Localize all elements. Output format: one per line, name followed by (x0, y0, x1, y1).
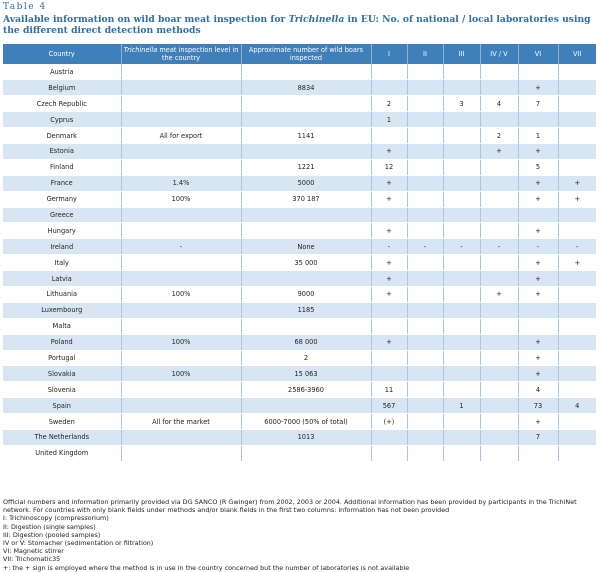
cell-method-iv-v: - (480, 239, 518, 255)
cell-method-iv-v (480, 64, 518, 80)
cell-method-i: - (371, 239, 407, 255)
cell-method-iv-v (480, 382, 518, 398)
legend-note: III: Digestion (pooled samples) (3, 530, 101, 539)
cell-approx-number: 6000-7000 (50% of total) (241, 414, 371, 430)
table-row (3, 128, 596, 144)
cell-method-vi (518, 207, 558, 223)
cell-method-iv-v: 4 (480, 96, 518, 112)
cell-method-vi (518, 445, 558, 461)
cell-method-ii (407, 64, 443, 80)
cell-country: Estonia (3, 143, 121, 159)
table-row (3, 175, 596, 191)
cell-inspection-level (121, 159, 241, 175)
cell-method-vii (558, 286, 596, 302)
cell-method-iii (443, 64, 480, 80)
cell-method-ii (407, 96, 443, 112)
cell-method-vi: 1 (518, 128, 558, 144)
table-row (3, 96, 596, 112)
cell-method-vii (558, 366, 596, 382)
cell-method-ii (407, 286, 443, 302)
cell-approx-number (241, 318, 371, 334)
cell-method-ii: - (407, 239, 443, 255)
cell-method-i (371, 64, 407, 80)
table-row (3, 429, 596, 445)
cell-inspection-level: 100% (121, 191, 241, 207)
cell-method-vii (558, 128, 596, 144)
table-row (3, 112, 596, 128)
cell-method-vi: + (518, 350, 558, 366)
cell-method-i (371, 318, 407, 334)
cell-method-vi: + (518, 143, 558, 159)
cell-country: Germany (3, 191, 121, 207)
cell-method-iii (443, 286, 480, 302)
legend-note: I: Trichinoscopy (compressorium) (3, 514, 109, 523)
cell-country: United Kingdom (3, 445, 121, 461)
cell-method-i (371, 445, 407, 461)
cell-method-i (371, 207, 407, 223)
cell-method-iv-v (480, 334, 518, 350)
cell-method-ii (407, 143, 443, 159)
header-method-vii: VII (558, 44, 596, 64)
cell-approx-number: 9000 (241, 286, 371, 302)
cell-country: Cyprus (3, 112, 121, 128)
cell-inspection-level (121, 143, 241, 159)
table-row (3, 271, 596, 287)
cell-method-i: 11 (371, 382, 407, 398)
cell-inspection-level (121, 223, 241, 239)
cell-method-vii (558, 445, 596, 461)
cell-method-i: (+) (371, 414, 407, 430)
cell-method-vi: 73 (518, 398, 558, 414)
cell-approx-number: 68 000 (241, 334, 371, 350)
cell-method-vii (558, 159, 596, 175)
cell-method-vi (518, 64, 558, 80)
cell-method-vi: + (518, 175, 558, 191)
cell-method-iv-v (480, 223, 518, 239)
cell-method-iii (443, 382, 480, 398)
cell-inspection-level (121, 255, 241, 271)
cell-method-vii (558, 350, 596, 366)
cell-country: Finland (3, 159, 121, 175)
cell-method-iii (443, 414, 480, 430)
cell-method-iii (443, 80, 480, 96)
table-row (3, 255, 596, 271)
cell-method-vi: 4 (518, 382, 558, 398)
table-row (3, 80, 596, 96)
cell-approx-number (241, 223, 371, 239)
table-row (3, 366, 596, 382)
cell-inspection-level (121, 302, 241, 318)
header-method-iii: III (443, 44, 480, 64)
cell-inspection-level (121, 64, 241, 80)
cell-method-iv-v (480, 445, 518, 461)
cell-method-iv-v (480, 112, 518, 128)
cell-method-ii (407, 223, 443, 239)
table-body (3, 64, 596, 461)
inspection-table (3, 44, 596, 462)
cell-country: The Netherlands (3, 429, 121, 445)
cell-inspection-level (121, 350, 241, 366)
cell-method-iv-v (480, 255, 518, 271)
cell-method-ii (407, 271, 443, 287)
cell-method-i (371, 80, 407, 96)
cell-method-i: + (371, 175, 407, 191)
cell-method-iii (443, 112, 480, 128)
cell-country: Lithuania (3, 286, 121, 302)
header-country: Country (3, 44, 121, 64)
cell-method-iv-v (480, 175, 518, 191)
cell-method-vii (558, 334, 596, 350)
cell-method-iv-v (480, 302, 518, 318)
table-row (3, 239, 596, 255)
header-approx-number: Approximate number of wild boars inspected (241, 44, 371, 64)
cell-method-vi (518, 318, 558, 334)
cell-method-vii (558, 207, 596, 223)
cell-method-i (371, 302, 407, 318)
cell-method-i: + (371, 286, 407, 302)
cell-method-ii (407, 366, 443, 382)
cell-method-iv-v (480, 191, 518, 207)
cell-method-i: 2 (371, 96, 407, 112)
cell-inspection-level (121, 382, 241, 398)
cell-country: Denmark (3, 128, 121, 144)
cell-country: Ireland (3, 239, 121, 255)
cell-inspection-level: All for export (121, 128, 241, 144)
cell-country: Slovakia (3, 366, 121, 382)
cell-method-vii (558, 271, 596, 287)
cell-approx-number (241, 96, 371, 112)
cell-method-ii (407, 382, 443, 398)
cell-country: Belgium (3, 80, 121, 96)
cell-method-iii (443, 128, 480, 144)
header-row (3, 44, 596, 64)
table-row (3, 64, 596, 80)
cell-inspection-level: 100% (121, 334, 241, 350)
cell-method-vii (558, 382, 596, 398)
cell-method-iii (443, 302, 480, 318)
header-method-vi: VI (518, 44, 558, 64)
cell-inspection-level: 100% (121, 286, 241, 302)
cell-method-vi: + (518, 255, 558, 271)
cell-approx-number: 1221 (241, 159, 371, 175)
cell-method-i: 1 (371, 112, 407, 128)
cell-method-ii (407, 334, 443, 350)
cell-country: Latvia (3, 271, 121, 287)
cell-method-iii (443, 175, 480, 191)
cell-method-ii (407, 80, 443, 96)
cell-method-iv-v (480, 366, 518, 382)
cell-approx-number: 35 000 (241, 255, 371, 271)
cell-method-i: 12 (371, 159, 407, 175)
table-row (3, 334, 596, 350)
cell-method-ii (407, 159, 443, 175)
cell-country: Italy (3, 255, 121, 271)
cell-country: Greece (3, 207, 121, 223)
cell-method-iii (443, 318, 480, 334)
cell-method-i (371, 429, 407, 445)
cell-method-iv-v (480, 398, 518, 414)
cell-method-ii (407, 318, 443, 334)
cell-method-iv-v (480, 350, 518, 366)
cell-country: Czech Republic (3, 96, 121, 112)
cell-approx-number: 15 063 (241, 366, 371, 382)
cell-approx-number (241, 64, 371, 80)
cell-inspection-level (121, 271, 241, 287)
cell-approx-number (241, 207, 371, 223)
cell-approx-number: 2586-3960 (241, 382, 371, 398)
table-row (3, 398, 596, 414)
cell-method-vi: 7 (518, 96, 558, 112)
table-row (3, 191, 596, 207)
table-row (3, 382, 596, 398)
table-row (3, 302, 596, 318)
cell-method-iii: 3 (443, 96, 480, 112)
cell-method-vi (518, 302, 558, 318)
header-inspection-level (121, 44, 241, 64)
cell-method-iii (443, 334, 480, 350)
cell-method-ii (407, 255, 443, 271)
cell-approx-number: 1141 (241, 128, 371, 144)
cell-method-vii: + (558, 175, 596, 191)
cell-country: France (3, 175, 121, 191)
cell-method-iii: - (443, 239, 480, 255)
table-row (3, 159, 596, 175)
cell-approx-number (241, 445, 371, 461)
table-notes (3, 498, 597, 572)
table-row (3, 207, 596, 223)
cell-method-i: + (371, 223, 407, 239)
cell-method-iv-v (480, 318, 518, 334)
cell-approx-number (241, 398, 371, 414)
cell-method-iii (443, 159, 480, 175)
table-label: Table 4 (3, 2, 47, 12)
cell-method-vii (558, 80, 596, 96)
cell-method-ii (407, 207, 443, 223)
cell-approx-number: 1013 (241, 429, 371, 445)
caption-text-start: Available information on wild boar meat inspection for (3, 14, 289, 25)
cell-method-iii (443, 191, 480, 207)
cell-method-vii (558, 96, 596, 112)
cell-inspection-level (121, 398, 241, 414)
cell-method-iv-v (480, 207, 518, 223)
table-caption (3, 14, 595, 36)
cell-method-iv-v: + (480, 143, 518, 159)
cell-method-vii: + (558, 255, 596, 271)
cell-approx-number: 8834 (241, 80, 371, 96)
header-method-ii: II (407, 44, 443, 64)
table-row (3, 318, 596, 334)
header-method-i: I (371, 44, 407, 64)
cell-method-iii (443, 271, 480, 287)
cell-method-iii (443, 223, 480, 239)
cell-method-vii (558, 112, 596, 128)
table-row (3, 445, 596, 461)
cell-method-vi: - (518, 239, 558, 255)
cell-method-iv-v: 2 (480, 128, 518, 144)
cell-method-iii (443, 366, 480, 382)
cell-method-vii (558, 429, 596, 445)
cell-country: Slovenia (3, 382, 121, 398)
cell-method-iii (443, 207, 480, 223)
table-row (3, 414, 596, 430)
cell-method-vii (558, 302, 596, 318)
cell-method-iii (443, 350, 480, 366)
legend-note: IV or V: Stomacher (sedimentation or filtration) (3, 539, 154, 548)
cell-approx-number: 370 187 (241, 191, 371, 207)
cell-country: Malta (3, 318, 121, 334)
cell-method-vi (518, 112, 558, 128)
cell-method-vi: + (518, 366, 558, 382)
cell-inspection-level (121, 429, 241, 445)
cell-method-vii (558, 414, 596, 430)
cell-method-ii (407, 112, 443, 128)
cell-inspection-level (121, 80, 241, 96)
header-inspection-italic: Trichinella (123, 46, 158, 54)
cell-approx-number: 5000 (241, 175, 371, 191)
cell-approx-number (241, 271, 371, 287)
source-note: Official numbers and information primarily provided via DG SANCO (R Gwinger) from 2002, 2003 or 2004. Additional information has been provided by participants in the TrichiNet network. For countries with only blank fields under methods and/or blank fields in the first two columns: information has not been provided (3, 498, 577, 515)
cell-approx-number (241, 143, 371, 159)
cell-method-i: + (371, 191, 407, 207)
cell-method-vii (558, 143, 596, 159)
caption-text-italic: Trichinella (288, 14, 345, 25)
cell-method-ii (407, 429, 443, 445)
cell-country: Austria (3, 64, 121, 80)
cell-inspection-level (121, 96, 241, 112)
caption-text-end: in EU: No. of national / local laboratories using the different direct detection methods (3, 14, 591, 36)
cell-method-iv-v (480, 159, 518, 175)
cell-method-vi: + (518, 223, 558, 239)
cell-country: Poland (3, 334, 121, 350)
cell-method-vi: + (518, 80, 558, 96)
legend-note: VI: Magnetic stirrer (3, 547, 64, 556)
cell-inspection-level (121, 112, 241, 128)
cell-approx-number: 2 (241, 350, 371, 366)
cell-country: Sweden (3, 414, 121, 430)
cell-inspection-level (121, 207, 241, 223)
cell-method-vii (558, 64, 596, 80)
cell-inspection-level: 100% (121, 366, 241, 382)
cell-method-vii: + (558, 191, 596, 207)
cell-inspection-level: 1.4% (121, 175, 241, 191)
cell-method-iv-v (480, 429, 518, 445)
cell-method-iii (443, 255, 480, 271)
cell-approx-number (241, 112, 371, 128)
cell-method-ii (407, 302, 443, 318)
legend-note: +: the + sign is employed where the method is in use in the country concerned but the number of laboratories is not available (3, 563, 410, 572)
cell-method-vi: + (518, 271, 558, 287)
cell-method-ii (407, 414, 443, 430)
header-method-iv-v: IV / V (480, 44, 518, 64)
cell-inspection-level (121, 318, 241, 334)
cell-method-iii (443, 429, 480, 445)
cell-method-i: + (371, 143, 407, 159)
cell-method-i (371, 366, 407, 382)
cell-country: Luxembourg (3, 302, 121, 318)
cell-method-iii: 1 (443, 398, 480, 414)
cell-country: Portugal (3, 350, 121, 366)
cell-method-vii (558, 223, 596, 239)
cell-country: Hungary (3, 223, 121, 239)
cell-method-ii (407, 350, 443, 366)
cell-method-iii (443, 143, 480, 159)
cell-method-vii: 4 (558, 398, 596, 414)
legend-note: VII: Trichomatic35 (3, 555, 61, 564)
cell-method-iv-v (480, 271, 518, 287)
header-inspection-rest: meat inspection level in the country (157, 46, 239, 62)
cell-method-iii (443, 445, 480, 461)
cell-approx-number: 1185 (241, 302, 371, 318)
cell-method-iv-v (480, 80, 518, 96)
cell-method-i (371, 350, 407, 366)
cell-inspection-level (121, 445, 241, 461)
cell-method-vi: 5 (518, 159, 558, 175)
cell-method-vi: + (518, 191, 558, 207)
cell-method-ii (407, 445, 443, 461)
cell-method-i: + (371, 255, 407, 271)
cell-method-ii (407, 128, 443, 144)
cell-method-ii (407, 191, 443, 207)
cell-approx-number: None (241, 239, 371, 255)
cell-method-i: + (371, 334, 407, 350)
cell-method-iv-v: + (480, 286, 518, 302)
cell-method-iv-v (480, 414, 518, 430)
cell-inspection-level: - (121, 239, 241, 255)
cell-method-i: + (371, 271, 407, 287)
cell-method-i: 567 (371, 398, 407, 414)
cell-method-ii (407, 175, 443, 191)
table-row (3, 286, 596, 302)
cell-method-i (371, 128, 407, 144)
legend-note: II: Digestion (single samples) (3, 522, 96, 531)
cell-method-vi: 7 (518, 429, 558, 445)
table-row (3, 143, 596, 159)
cell-method-vi: + (518, 286, 558, 302)
cell-country: Spain (3, 398, 121, 414)
cell-method-vi: + (518, 414, 558, 430)
table-row (3, 223, 596, 239)
cell-method-vii: - (558, 239, 596, 255)
cell-inspection-level: All for the market (121, 414, 241, 430)
cell-method-ii (407, 398, 443, 414)
cell-method-vi: + (518, 334, 558, 350)
cell-method-vii (558, 318, 596, 334)
table-row (3, 350, 596, 366)
